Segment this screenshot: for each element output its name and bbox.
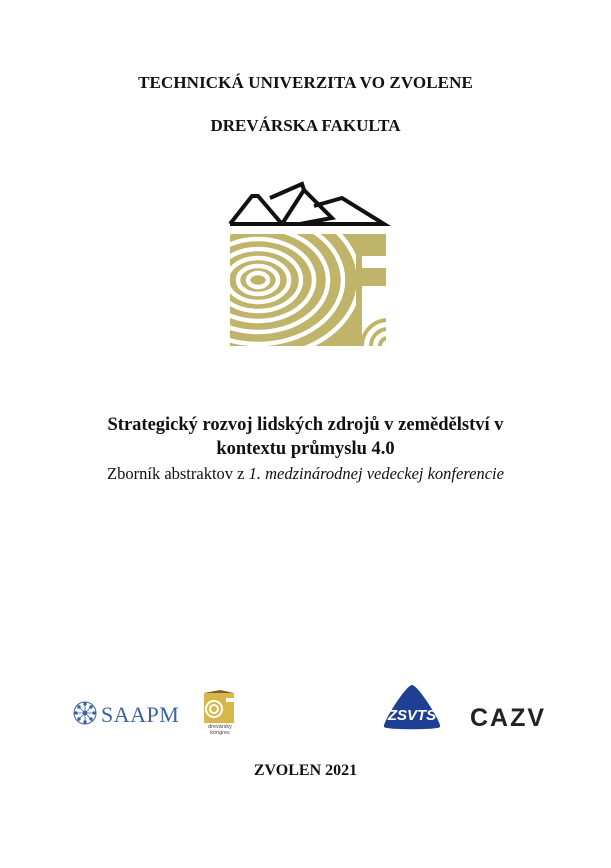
drev-caption-line-1: drevársky bbox=[208, 724, 232, 730]
zvts-logo-icon bbox=[380, 689, 444, 725]
university-name: TECHNICKÁ UNIVERZITA VO ZVOLENE bbox=[138, 73, 473, 92]
saapm-network-icon bbox=[72, 700, 98, 731]
saapm-label: SAAPM bbox=[101, 702, 180, 727]
subtitle-prefix: Zborník abstraktov z bbox=[107, 464, 249, 483]
faculty-logo-icon bbox=[222, 178, 392, 350]
subtitle-italic: 1. medzinárodnej vedeckej konferencie bbox=[248, 464, 504, 483]
drevarsky-kongres-logo-icon bbox=[202, 690, 238, 740]
faculty-name: DREVÁRSKA FAKULTA bbox=[210, 116, 401, 135]
publication-subtitle bbox=[0, 464, 611, 484]
zvts-label: ZSVTS bbox=[387, 707, 437, 724]
publication-title-line-2: kontextu průmyslu 4.0 bbox=[216, 439, 395, 459]
saapm-logo bbox=[72, 697, 179, 733]
drevarsky-kongres-caption bbox=[202, 724, 238, 736]
drev-caption-line-2: kongres bbox=[210, 730, 230, 736]
publication-title-line-1: Strategický rozvoj lidských zdrojů v zemědělství v bbox=[107, 415, 504, 435]
place-and-year: ZVOLEN 2021 bbox=[253, 762, 358, 779]
cazv-logo: CAZV bbox=[470, 703, 547, 732]
